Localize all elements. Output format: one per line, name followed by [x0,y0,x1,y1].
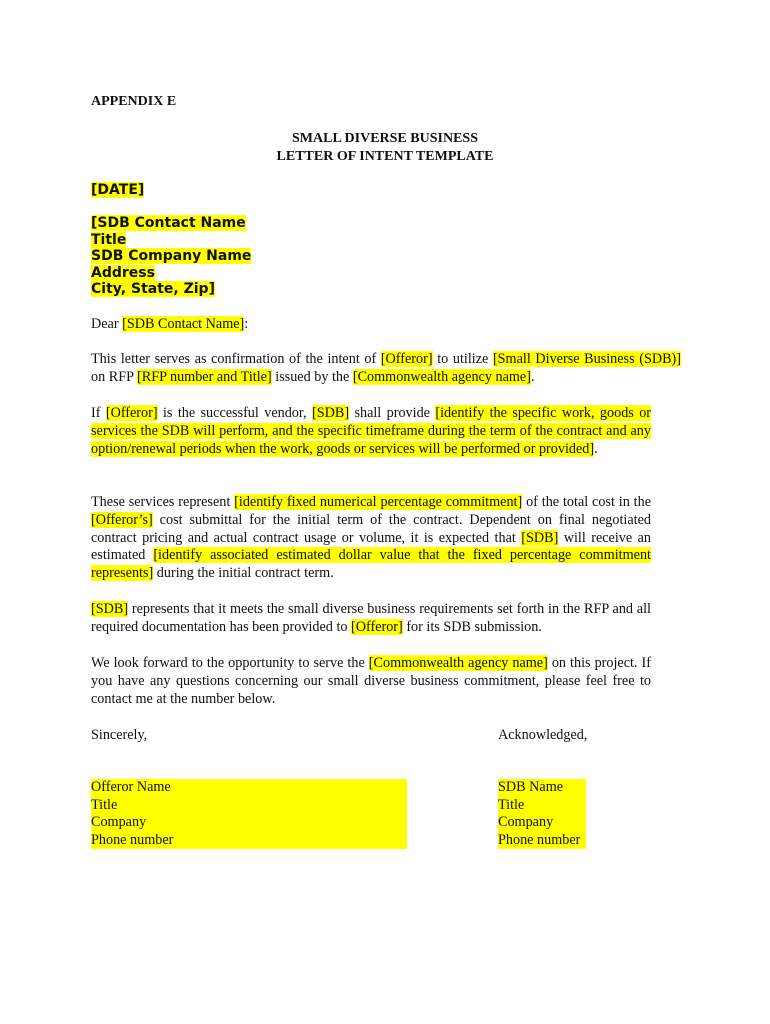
paragraph-scope [91,405,651,458]
text-run: during the initial contract term. [153,565,334,582]
text-run: of the total cost in the [522,494,651,510]
sdb-phone: Phone number [498,831,581,848]
salutation-prefix: Dear [91,316,123,332]
text-run: cost submittal for the initial term of the contract. Dependent on final negotiated contract pricing and actual contract usage or volume, it is expected that [91,511,651,546]
text-run: will receive an estimated [91,529,651,564]
work-scope-placeholder: [identify the specific work, goods or services the SDB will perform, and the specific timeframe during the term of the contract and any option/renewal periods when the work, goods or services will be performed or provided] [91,405,652,457]
text-run: to utilize [432,351,493,367]
date-placeholder-text: [DATE] [91,182,145,198]
recipient-title: Title [91,231,127,248]
sdb-placeholder: [SDB] [312,405,350,421]
sdb-title: Title [498,796,525,813]
recipient-company: SDB Company Name [91,248,252,265]
offeror-phone: Phone number [91,831,174,848]
text-run: . [594,440,598,457]
rfp-placeholder: [RFP number and Title] [137,368,272,385]
offeror-placeholder: [Offeror] [351,618,403,635]
paragraph-commitment [91,494,651,583]
offeror-signature-block [91,779,173,849]
salutation-name: [SDB Contact Name] [122,316,245,332]
document-title [0,130,770,166]
text-run: issued by the [271,368,353,385]
date-placeholder [91,182,144,199]
sdb-company: Company [498,814,554,831]
closing-sincerely: Sincerely, [91,727,148,743]
recipient-address-block [91,215,251,298]
sdb-placeholder: [SDB] [91,601,129,617]
recipient-address: Address [91,264,155,281]
offeror-placeholder: [Offeror] [380,351,433,367]
text-run: on this project. If you have any questions concerning our small diverse business commitment, please feel free to contact me at the number below. [91,655,651,707]
percentage-placeholder: [identify fixed numerical percentage commitment] [234,494,523,510]
text-run: for its SDB submission. [402,618,542,635]
salutation [91,316,248,333]
sdb-placeholder: [Small Diverse Business (SDB)] [492,351,681,367]
offeror-placeholder: [Offeror] [105,405,158,421]
appendix-label: APPENDIX E [91,94,177,109]
agency-placeholder: [Commonwealth agency name] [368,655,548,671]
text-run: We look forward to the opportunity to serve the [91,655,369,671]
title-line-1: SMALL DIVERSE BUSINESS [292,131,478,146]
offeror-possessive-placeholder: [Offeror’s] [91,511,153,528]
paragraph-confirmation [91,351,681,387]
text-run: shall provide [349,405,436,421]
agency-placeholder: [Commonwealth agency name] [352,368,531,385]
recipient-city-state-zip: City, State, Zip] [91,281,215,298]
offeror-title: Title [91,796,118,813]
text-run: If [91,405,106,421]
text-run: represents that it meets the small diverse business requirements set forth in the RFP and all required documentation has been provided to [91,601,651,635]
text-run: is the successful vendor, [157,405,312,421]
text-run: on RFP [91,368,137,385]
salutation-suffix: : [244,316,249,332]
offeror-company: Company [91,814,147,831]
sdb-signature-block [498,779,580,849]
text-run: . [530,368,535,385]
text-run: These services represent [91,494,235,510]
text-run: This letter serves as confirmation of the intent of [91,351,381,367]
paragraph-closing [91,655,651,708]
closing-acknowledged: Acknowledged, [498,727,588,743]
offeror-name: Offeror Name [91,779,171,795]
title-line-2: LETTER OF INTENT TEMPLATE [276,149,494,164]
recipient-contact-name: [SDB Contact Name [91,215,246,231]
sdb-placeholder: [SDB] [521,529,559,546]
dollar-value-placeholder: [identify associated estimated dollar value that the fixed percentage commitment represents] [91,547,651,582]
sdb-name: SDB Name [498,779,564,795]
paragraph-requirements [91,601,651,637]
